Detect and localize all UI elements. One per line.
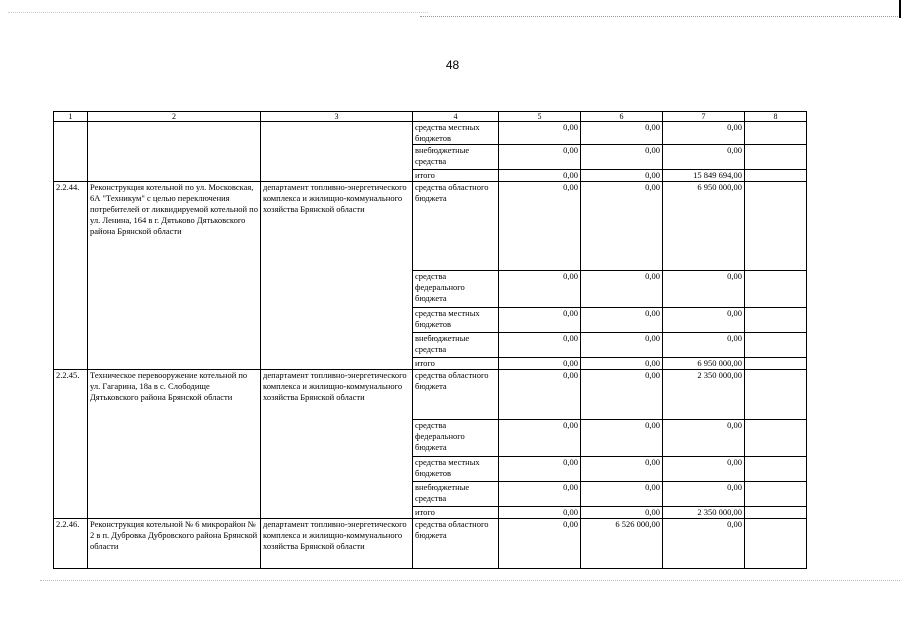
item-executor: департамент топливно-энергетического комплекса и жилищно-коммунального хозяйства Брянской области bbox=[261, 370, 413, 519]
value-col7: 0,00 bbox=[663, 519, 745, 569]
value-col5: 0,00 bbox=[499, 271, 581, 308]
value-col7: 0,00 bbox=[663, 308, 745, 333]
value-col8 bbox=[745, 182, 807, 271]
column-header: 2 bbox=[88, 112, 261, 122]
scan-artifact-line bbox=[40, 580, 900, 581]
funding-source: средства местных бюджетов bbox=[413, 122, 499, 145]
column-header: 5 bbox=[499, 112, 581, 122]
value-col5: 0,00 bbox=[499, 182, 581, 271]
funding-source: внебюджетные средства bbox=[413, 145, 499, 170]
name-cell bbox=[88, 122, 261, 182]
value-col5: 0,00 bbox=[499, 122, 581, 145]
value-col5: 0,00 bbox=[499, 358, 581, 370]
value-col7: 0,00 bbox=[663, 271, 745, 308]
value-col6: 6 526 000,00 bbox=[581, 519, 663, 569]
value-col8 bbox=[745, 370, 807, 420]
funding-source: внебюджетные средства bbox=[413, 482, 499, 507]
table-row bbox=[54, 370, 807, 420]
value-col5: 0,00 bbox=[499, 333, 581, 358]
item-name: Реконструкция котельной № 6 микрорайон № 2 в п. Дубровка Дубровского района Брянской области bbox=[88, 519, 261, 569]
value-col5: 0,00 bbox=[499, 507, 581, 519]
value-col5: 0,00 bbox=[499, 482, 581, 507]
value-col6: 0,00 bbox=[581, 145, 663, 170]
value-col7: 6 950 000,00 bbox=[663, 358, 745, 370]
scan-artifact-line bbox=[420, 16, 900, 17]
value-col8 bbox=[745, 170, 807, 182]
value-col7: 15 849 694,00 bbox=[663, 170, 745, 182]
value-col7: 0,00 bbox=[663, 420, 745, 457]
value-col5: 0,00 bbox=[499, 145, 581, 170]
value-col6: 0,00 bbox=[581, 182, 663, 271]
value-col6: 0,00 bbox=[581, 333, 663, 358]
value-col6: 0,00 bbox=[581, 358, 663, 370]
value-col8 bbox=[745, 333, 807, 358]
table-row bbox=[54, 122, 807, 145]
column-header: 4 bbox=[413, 112, 499, 122]
column-header: 6 bbox=[581, 112, 663, 122]
value-col6: 0,00 bbox=[581, 170, 663, 182]
column-header: 3 bbox=[261, 112, 413, 122]
scan-edge-mark bbox=[899, 0, 901, 18]
value-col5: 0,00 bbox=[499, 519, 581, 569]
budget-table bbox=[53, 111, 807, 569]
value-col8 bbox=[745, 358, 807, 370]
value-col5: 0,00 bbox=[499, 457, 581, 482]
value-col8 bbox=[745, 507, 807, 519]
funding-source: средства федерального бюджета bbox=[413, 271, 499, 308]
value-col6: 0,00 bbox=[581, 271, 663, 308]
value-col8 bbox=[745, 308, 807, 333]
value-col8 bbox=[745, 122, 807, 145]
value-col7: 0,00 bbox=[663, 457, 745, 482]
page-number: 48 bbox=[445, 58, 460, 72]
scan-artifact-line bbox=[8, 12, 428, 13]
item-name: Техническое перевооружение котельной по ул. Гагарина, 18а в с. Слободище Дятьковского района Брянской области bbox=[88, 370, 261, 519]
column-header: 7 bbox=[663, 112, 745, 122]
value-col6: 0,00 bbox=[581, 457, 663, 482]
value-col8 bbox=[745, 420, 807, 457]
value-col7: 2 350 000,00 bbox=[663, 507, 745, 519]
value-col8 bbox=[745, 519, 807, 569]
column-header: 8 bbox=[745, 112, 807, 122]
value-col8 bbox=[745, 457, 807, 482]
item-executor: департамент топливно-энергетического комплекса и жилищно-коммунального хозяйства Брянской области bbox=[261, 519, 413, 569]
funding-source: средства областного бюджета bbox=[413, 182, 499, 271]
funding-source: итого bbox=[413, 507, 499, 519]
value-col7: 6 950 000,00 bbox=[663, 182, 745, 271]
value-col8 bbox=[745, 271, 807, 308]
value-col7: 0,00 bbox=[663, 145, 745, 170]
value-col8 bbox=[745, 482, 807, 507]
index-cell bbox=[54, 122, 88, 182]
value-col6: 0,00 bbox=[581, 420, 663, 457]
item-index: 2.2.44. bbox=[54, 182, 88, 370]
value-col7: 2 350 000,00 bbox=[663, 370, 745, 420]
value-col5: 0,00 bbox=[499, 370, 581, 420]
funding-source: итого bbox=[413, 170, 499, 182]
value-col8 bbox=[745, 145, 807, 170]
item-executor: департамент топливно-энергетического комплекса и жилищно-коммунального хозяйства Брянской области bbox=[261, 182, 413, 370]
value-col6: 0,00 bbox=[581, 122, 663, 145]
funding-source: средства областного бюджета bbox=[413, 519, 499, 569]
value-col6: 0,00 bbox=[581, 482, 663, 507]
table-row bbox=[54, 182, 807, 271]
table-row bbox=[54, 519, 807, 569]
value-col6: 0,00 bbox=[581, 308, 663, 333]
funding-source: внебюджетные средства bbox=[413, 333, 499, 358]
value-col6: 0,00 bbox=[581, 507, 663, 519]
funding-source: средства местных бюджетов bbox=[413, 308, 499, 333]
value-col5: 0,00 bbox=[499, 308, 581, 333]
funding-source: средства областного бюджета bbox=[413, 370, 499, 420]
value-col7: 0,00 bbox=[663, 482, 745, 507]
value-col7: 0,00 bbox=[663, 333, 745, 358]
header-row bbox=[54, 112, 807, 122]
funding-source: итого bbox=[413, 358, 499, 370]
funding-source: средства федерального бюджета bbox=[413, 420, 499, 457]
executor-cell bbox=[261, 122, 413, 182]
value-col5: 0,00 bbox=[499, 170, 581, 182]
value-col5: 0,00 bbox=[499, 420, 581, 457]
item-name: Реконструкция котельной по ул. Московская, 6А "Техникум" с целью переключения потребителей от ликвидируемой котельной по ул. Ленина, 164 в г. Дятьково Дятьковского района Брянской области bbox=[88, 182, 261, 370]
item-index: 2.2.46. bbox=[54, 519, 88, 569]
value-col6: 0,00 bbox=[581, 370, 663, 420]
column-header: 1 bbox=[54, 112, 88, 122]
item-index: 2.2.45. bbox=[54, 370, 88, 519]
value-col7: 0,00 bbox=[663, 122, 745, 145]
funding-source: средства местных бюджетов bbox=[413, 457, 499, 482]
